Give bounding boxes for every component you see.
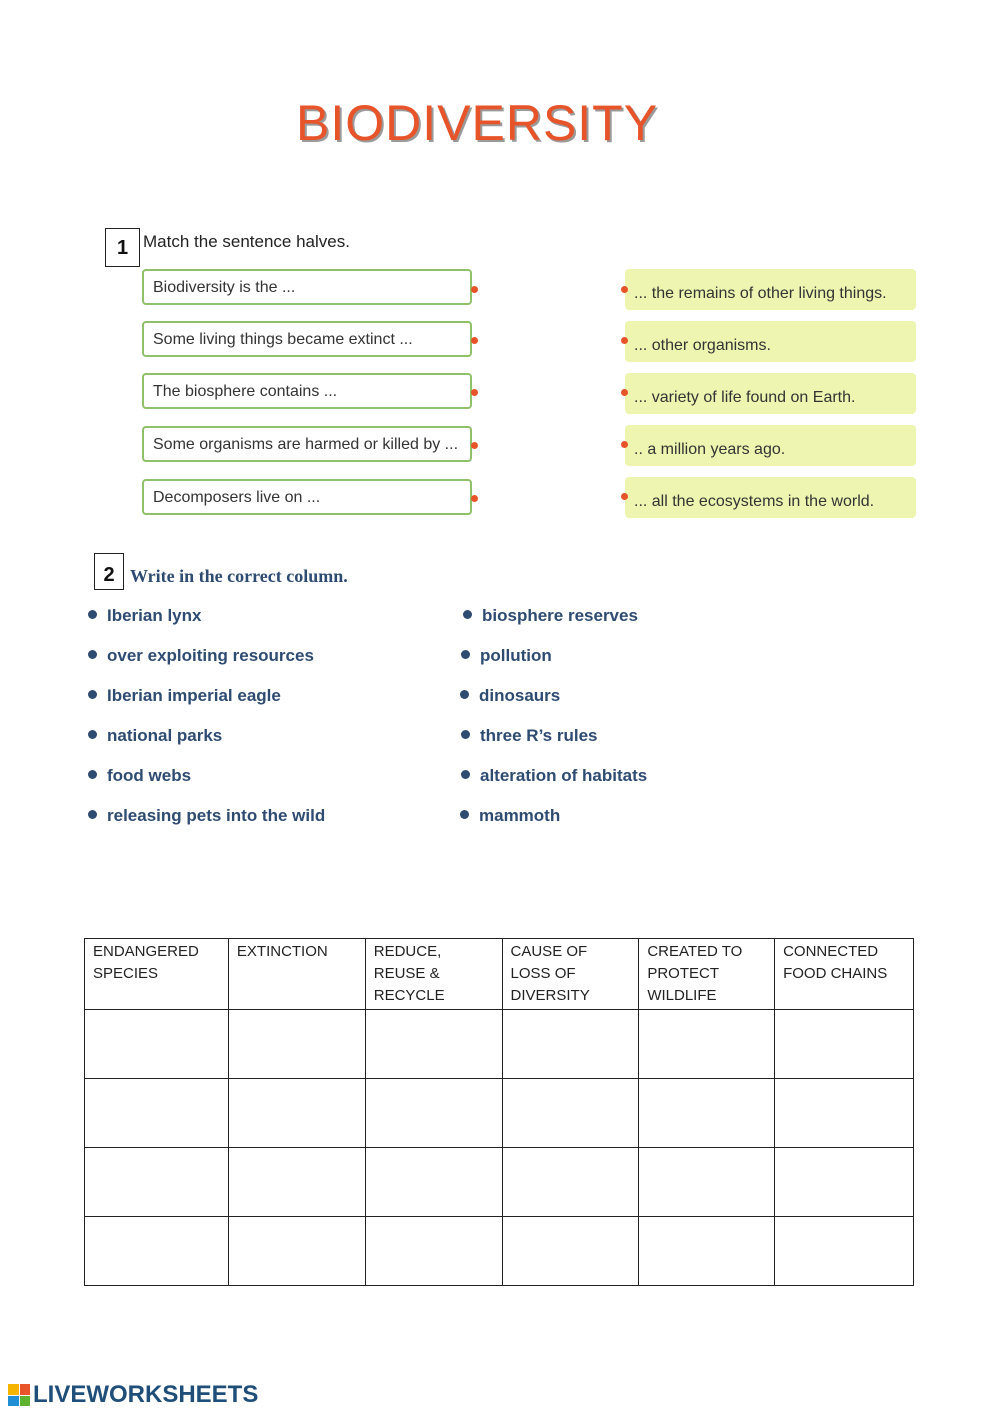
word-item: three R’s rules <box>461 726 597 746</box>
answer-cell[interactable] <box>639 1010 775 1079</box>
word-item: food webs <box>88 766 191 786</box>
left-match-dot[interactable] <box>471 389 478 396</box>
word-item: pollution <box>461 646 552 666</box>
column-header: CONNECTED FOOD CHAINS <box>775 939 914 1010</box>
word-item: releasing pets into the wild <box>88 806 325 826</box>
bullet-icon <box>88 610 97 619</box>
right-match-dot[interactable] <box>621 441 628 448</box>
answer-cell[interactable] <box>228 1079 365 1148</box>
answer-cell[interactable] <box>502 1217 639 1286</box>
bullet-icon <box>460 690 469 699</box>
exercise-1-instruction: Match the sentence halves. <box>143 232 350 251</box>
column-header: EXTINCTION <box>228 939 365 1010</box>
bullet-icon <box>461 730 470 739</box>
bullet-icon <box>88 730 97 739</box>
left-match-dot[interactable] <box>471 442 478 449</box>
bullet-icon <box>88 690 97 699</box>
answer-cell[interactable] <box>365 1148 502 1217</box>
word-item: Iberian imperial eagle <box>88 686 281 706</box>
left-phrase-2[interactable]: Some living things became extinct ... <box>142 321 472 357</box>
table-row <box>85 1079 914 1148</box>
answer-cell[interactable] <box>639 1148 775 1217</box>
word-item: national parks <box>88 726 222 746</box>
answer-cell[interactable] <box>365 1010 502 1079</box>
classification-table <box>84 938 914 1286</box>
left-phrase-3[interactable]: The biosphere contains ... <box>142 373 472 409</box>
answer-cell[interactable] <box>228 1217 365 1286</box>
word-item: mammoth <box>460 806 560 826</box>
right-match-dot[interactable] <box>621 286 628 293</box>
brand-name: LIVEWORKSHEETS <box>33 1381 259 1408</box>
left-match-dot[interactable] <box>471 337 478 344</box>
right-match-dot[interactable] <box>621 337 628 344</box>
left-match-dot[interactable] <box>471 286 478 293</box>
right-phrase-2[interactable]: ... other organisms. <box>625 321 916 362</box>
liveworksheets-logo-icon <box>8 1384 30 1406</box>
column-header: ENDANGERED SPECIES <box>85 939 229 1010</box>
right-phrase-5[interactable]: ... all the ecosystems in the world. <box>625 477 916 518</box>
table-header-row <box>85 939 914 1010</box>
table-row <box>85 1148 914 1217</box>
answer-cell[interactable] <box>365 1217 502 1286</box>
bullet-icon <box>460 810 469 819</box>
exercise-2-number: 2 <box>94 553 124 590</box>
answer-cell[interactable] <box>85 1217 229 1286</box>
answer-cell[interactable] <box>775 1010 914 1079</box>
left-phrase-5[interactable]: Decomposers live on ... <box>142 479 472 515</box>
answer-cell[interactable] <box>502 1079 639 1148</box>
word-item: alteration of habitats <box>461 766 647 786</box>
bullet-icon <box>463 610 472 619</box>
answer-cell[interactable] <box>639 1217 775 1286</box>
answer-cell[interactable] <box>775 1217 914 1286</box>
bullet-icon <box>88 650 97 659</box>
answer-cell[interactable] <box>228 1148 365 1217</box>
right-phrase-4[interactable]: .. a million years ago. <box>625 425 916 466</box>
bullet-icon <box>461 650 470 659</box>
answer-cell[interactable] <box>502 1148 639 1217</box>
footer-brand <box>8 1382 258 1408</box>
right-match-dot[interactable] <box>621 493 628 500</box>
column-header: CREATED TO PROTECT WILDLIFE <box>639 939 775 1010</box>
answer-cell[interactable] <box>639 1079 775 1148</box>
right-phrase-1[interactable]: ... the remains of other living things. <box>625 269 916 310</box>
answer-cell[interactable] <box>775 1079 914 1148</box>
exercise-1-number: 1 <box>105 228 140 267</box>
column-header: CAUSE OF LOSS OF DIVERSITY <box>502 939 639 1010</box>
column-header: REDUCE, REUSE & RECYCLE <box>365 939 502 1010</box>
bullet-icon <box>461 770 470 779</box>
page-title: BIODIVERSITY <box>296 95 659 151</box>
word-item: biosphere reserves <box>463 606 638 626</box>
left-phrase-4[interactable]: Some organisms are harmed or killed by ... <box>142 426 472 462</box>
answer-cell[interactable] <box>85 1079 229 1148</box>
right-match-dot[interactable] <box>621 389 628 396</box>
word-item: Iberian lynx <box>88 606 201 626</box>
answer-cell[interactable] <box>502 1010 639 1079</box>
answer-cell[interactable] <box>85 1010 229 1079</box>
word-item: over exploiting resources <box>88 646 314 666</box>
table-row <box>85 1010 914 1079</box>
answer-cell[interactable] <box>775 1148 914 1217</box>
table-row <box>85 1217 914 1286</box>
answer-cell[interactable] <box>365 1079 502 1148</box>
bullet-icon <box>88 810 97 819</box>
exercise-2-instruction: Write in the correct column. <box>130 566 348 586</box>
answer-cell[interactable] <box>85 1148 229 1217</box>
word-item: dinosaurs <box>460 686 560 706</box>
left-phrase-1[interactable]: Biodiversity is the ... <box>142 269 472 305</box>
left-match-dot[interactable] <box>471 495 478 502</box>
answer-cell[interactable] <box>228 1010 365 1079</box>
right-phrase-3[interactable]: ... variety of life found on Earth. <box>625 373 916 414</box>
bullet-icon <box>88 770 97 779</box>
